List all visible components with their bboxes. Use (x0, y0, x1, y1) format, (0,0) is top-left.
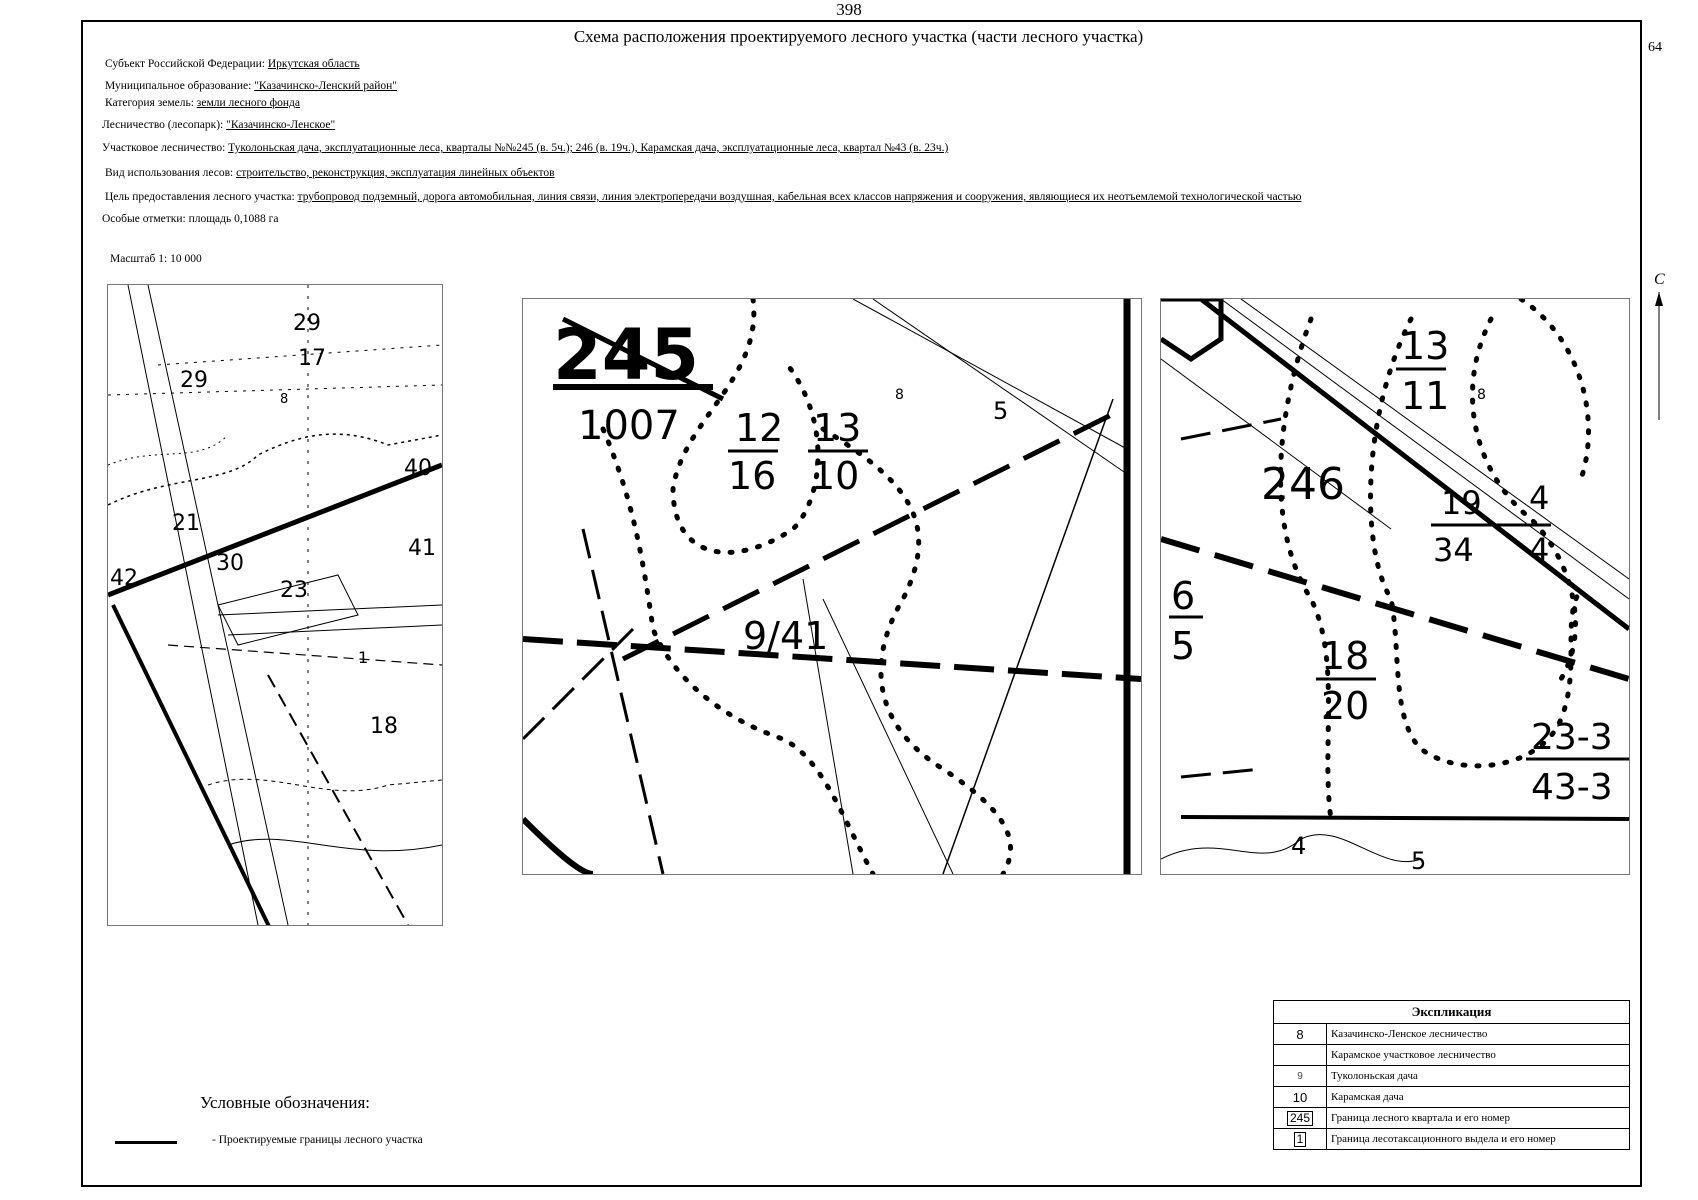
quarter-number-box: 245 (1287, 1111, 1313, 1126)
explication-symbol: 9 (1274, 1066, 1327, 1087)
page-number: 398 (836, 0, 862, 19)
map-label: 34 (1433, 531, 1474, 569)
field-label: Категория земель: (105, 97, 197, 109)
map-label: 18 (370, 714, 398, 739)
table-row (1274, 1108, 1630, 1129)
field-district-forestry (102, 142, 948, 154)
explication-text: Граница лесного квартала и его номер (1327, 1108, 1630, 1129)
field-label: Особые отметки: (102, 213, 189, 225)
explication-text: Карамская дача (1327, 1087, 1630, 1108)
table-row (1274, 1024, 1630, 1045)
field-forestry (102, 119, 335, 131)
north-label: С (1654, 272, 1665, 288)
field-value: "Казачинско-Ленское" (226, 119, 336, 131)
map-label: 13 (1401, 324, 1450, 368)
map-label: 29 (293, 311, 321, 336)
explication-text: Карамское участковое лесничество (1327, 1045, 1630, 1066)
map-label: 29 (180, 368, 208, 393)
map-label: 5 (1411, 847, 1427, 874)
document-title: Схема расположения проектируемого лесного участка (части лесного участка) (573, 27, 1144, 46)
map-fragment-1 (107, 284, 443, 926)
legend-item: - Проектируемые границы лесного участка (212, 1134, 423, 1146)
explication-symbol-cell (1274, 1129, 1327, 1150)
map-label: 17 (298, 346, 326, 371)
map-label: 6 (1171, 574, 1196, 618)
field-label: Муниципальное образование: (105, 80, 255, 92)
field-label: Лесничество (лесопарк): (102, 119, 227, 131)
field-label: Вид использования лесов: (105, 167, 237, 179)
field-label: Участковое лесничество: (102, 142, 229, 154)
map-label: 18 (1321, 634, 1370, 678)
explication-symbol-cell (1274, 1108, 1327, 1129)
map-label: 23-3 (1531, 717, 1613, 758)
explication-symbol: 10 (1274, 1087, 1327, 1108)
map-label: 10 (811, 454, 860, 498)
map-label: 8 (895, 387, 904, 403)
map-label: 8 (1477, 387, 1486, 403)
field-value: строительство, реконструкция, эксплуатация линейных объектов (236, 167, 555, 179)
table-row (1274, 1087, 1630, 1108)
map-label: 9/41 (743, 614, 829, 658)
table-row (1274, 1129, 1630, 1150)
legend-title: Условные обозначения: (200, 1093, 371, 1112)
field-label: Субъект Российской Федерации: (105, 58, 268, 70)
explication-text: Граница лесотаксационного выдела и его номер (1327, 1129, 1630, 1150)
explication-symbol (1274, 1045, 1327, 1066)
field-value: "Казачинско-Ленский район" (254, 80, 397, 92)
explication-symbol: 8 (1274, 1024, 1327, 1045)
map-label: 30 (216, 551, 244, 576)
map-label: 40 (404, 456, 432, 481)
table-row (1274, 1045, 1630, 1066)
map-label: 4 (1291, 832, 1307, 860)
field-value: площадь 0,1088 га (188, 213, 279, 225)
map-fragment-3 (1160, 298, 1630, 875)
explication-text: Казачинско-Ленское лесничество (1327, 1024, 1630, 1045)
field-value: земли лесного фонда (196, 97, 300, 109)
explication-header-row (1274, 1001, 1630, 1024)
boundary-line-symbol (115, 1141, 177, 1144)
map-label: 5 (1171, 624, 1196, 668)
map-fragment-2 (522, 298, 1142, 875)
map-label: 43-3 (1531, 767, 1613, 808)
map-label: 8 (280, 392, 289, 407)
map-label: 16 (728, 454, 777, 498)
map-label: 5 (993, 397, 1009, 425)
explication-table (1273, 1000, 1630, 1150)
map-label: 245 (553, 314, 700, 396)
field-municipality (105, 80, 397, 92)
map-label: 41 (408, 536, 436, 561)
map-label: 1007 (578, 403, 680, 449)
table-row (1274, 1066, 1630, 1087)
map-label: 13 (813, 406, 862, 450)
field-value: Иркутская область (267, 58, 360, 70)
field-value: Туколоньская дача, эксплуатационные леса, кварталы №№245 (в. 5ч.); 246 (в. 19ч.), Карамская дача, эксплуатационные леса, квартал №43 (в. 23ч.) (228, 142, 949, 154)
map-scale: Масштаб 1: 10 000 (110, 253, 202, 265)
map-label: 4 (1529, 479, 1550, 517)
explication-title: Экспликация (1274, 1001, 1630, 1024)
field-land-category (105, 97, 300, 109)
field-subject (105, 58, 360, 70)
map-label: 12 (735, 406, 784, 450)
map-label: 11 (1401, 374, 1450, 418)
map-label: 42 (110, 566, 138, 591)
map-label: 21 (172, 511, 200, 536)
map-label: 19 (1441, 484, 1482, 522)
field-label: Цель предоставления лесного участка: (105, 191, 298, 203)
map-label: 23 (280, 578, 308, 603)
map-label: 246 (1261, 459, 1345, 510)
field-forest-use (105, 167, 555, 179)
field-special-notes (102, 213, 278, 225)
north-arrow-icon (1652, 272, 1666, 422)
field-purpose (105, 191, 1302, 203)
explication-text: Туколоньская дача (1327, 1066, 1630, 1087)
map-label: 20 (1321, 684, 1370, 728)
plot-number-box: 1 (1294, 1132, 1307, 1147)
map-label: 4 (1529, 531, 1550, 569)
map-label: 1 (358, 648, 369, 667)
field-value: трубопровод подземный, дорога автомобильная, линия связи, линия электропередачи воздушная, кабельная всех классов напряжения и сооружения, являющиеся их неотъемлемой технологической частью (297, 191, 1302, 203)
sheet-number: 64 (1648, 40, 1662, 55)
